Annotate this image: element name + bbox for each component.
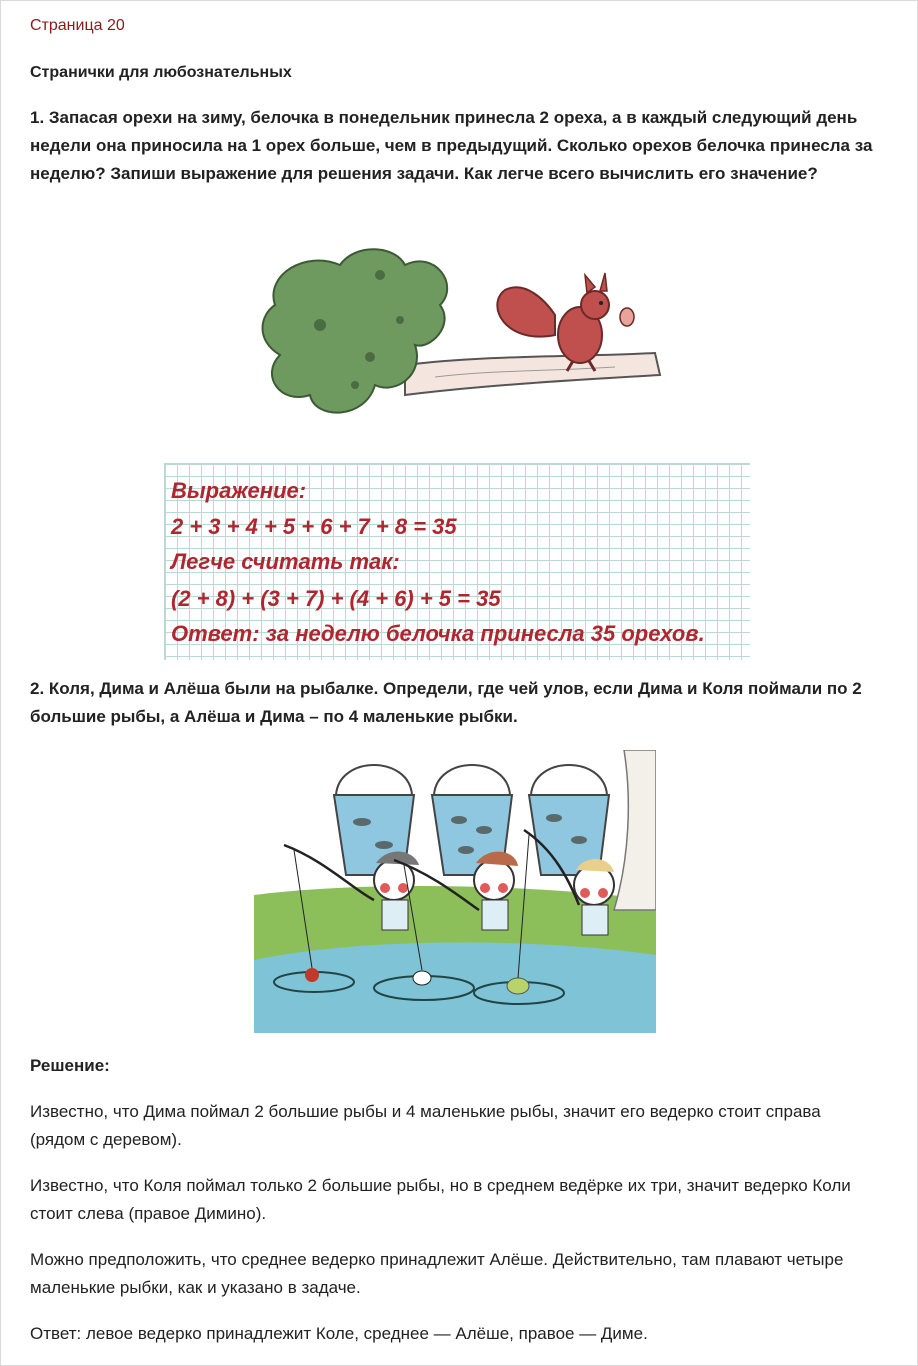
- section-title: Странички для любознательных: [30, 64, 292, 81]
- solution-paragraph: Известно, что Дима поймал 2 большие рыбы и 4 маленькие рыбы, значит его ведерко стоит справа (рядом с деревом).: [30, 1102, 821, 1149]
- solution-paragraph: Можно предположить, что среднее ведерко принадлежит Алёше. Действительно, там плавают четыре маленькие рыбки, как и указано в задаче.: [30, 1250, 844, 1297]
- page-title: Страница 20: [30, 17, 125, 34]
- fishing-illustration: [254, 750, 656, 1033]
- solution-paragraph: Известно, что Коля поймал только 2 большие рыбы, но в среднем ведёрке их три, значит ведерко Коли стоит слева (правое Димино).: [30, 1176, 851, 1223]
- answer-expression: 2 + 3 + 4 + 5 + 6 + 7 + 8 = 35: [171, 514, 457, 539]
- answer-easier-heading: Легче считать так:: [171, 549, 400, 574]
- answer-grid-box: [164, 463, 750, 660]
- task-2-text: 2. Коля, Дима и Алёша были на рыбалке. Определи, где чей улов, если Дима и Коля поймали по 2 большие рыбы, а Алёша и Дима – по 4 маленькие рыбки.: [30, 679, 862, 726]
- solution-answer: Ответ: левое ведерко принадлежит Коле, среднее — Алёше, правое — Диме.: [30, 1324, 648, 1343]
- answer-final: Ответ: за неделю белочка принесла 35 орехов.: [171, 621, 705, 646]
- solution-heading: Решение:: [30, 1056, 110, 1075]
- answer-easier-expression: (2 + 8) + (3 + 7) + (4 + 6) + 5 = 35: [171, 586, 501, 611]
- squirrel-illustration: [255, 245, 665, 430]
- answer-expression-heading: Выражение:: [171, 478, 307, 503]
- task-1-text: 1. Запасая орехи на зиму, белочка в понедельник принесла 2 ореха, а в каждый следующий день недели она приносила на 1 орех больше, чем в предыдущий. Сколько орехов белочка принесла за неделю? Запиши выражение для решения задачи. Как легче всего вычислить его значение?: [30, 108, 873, 183]
